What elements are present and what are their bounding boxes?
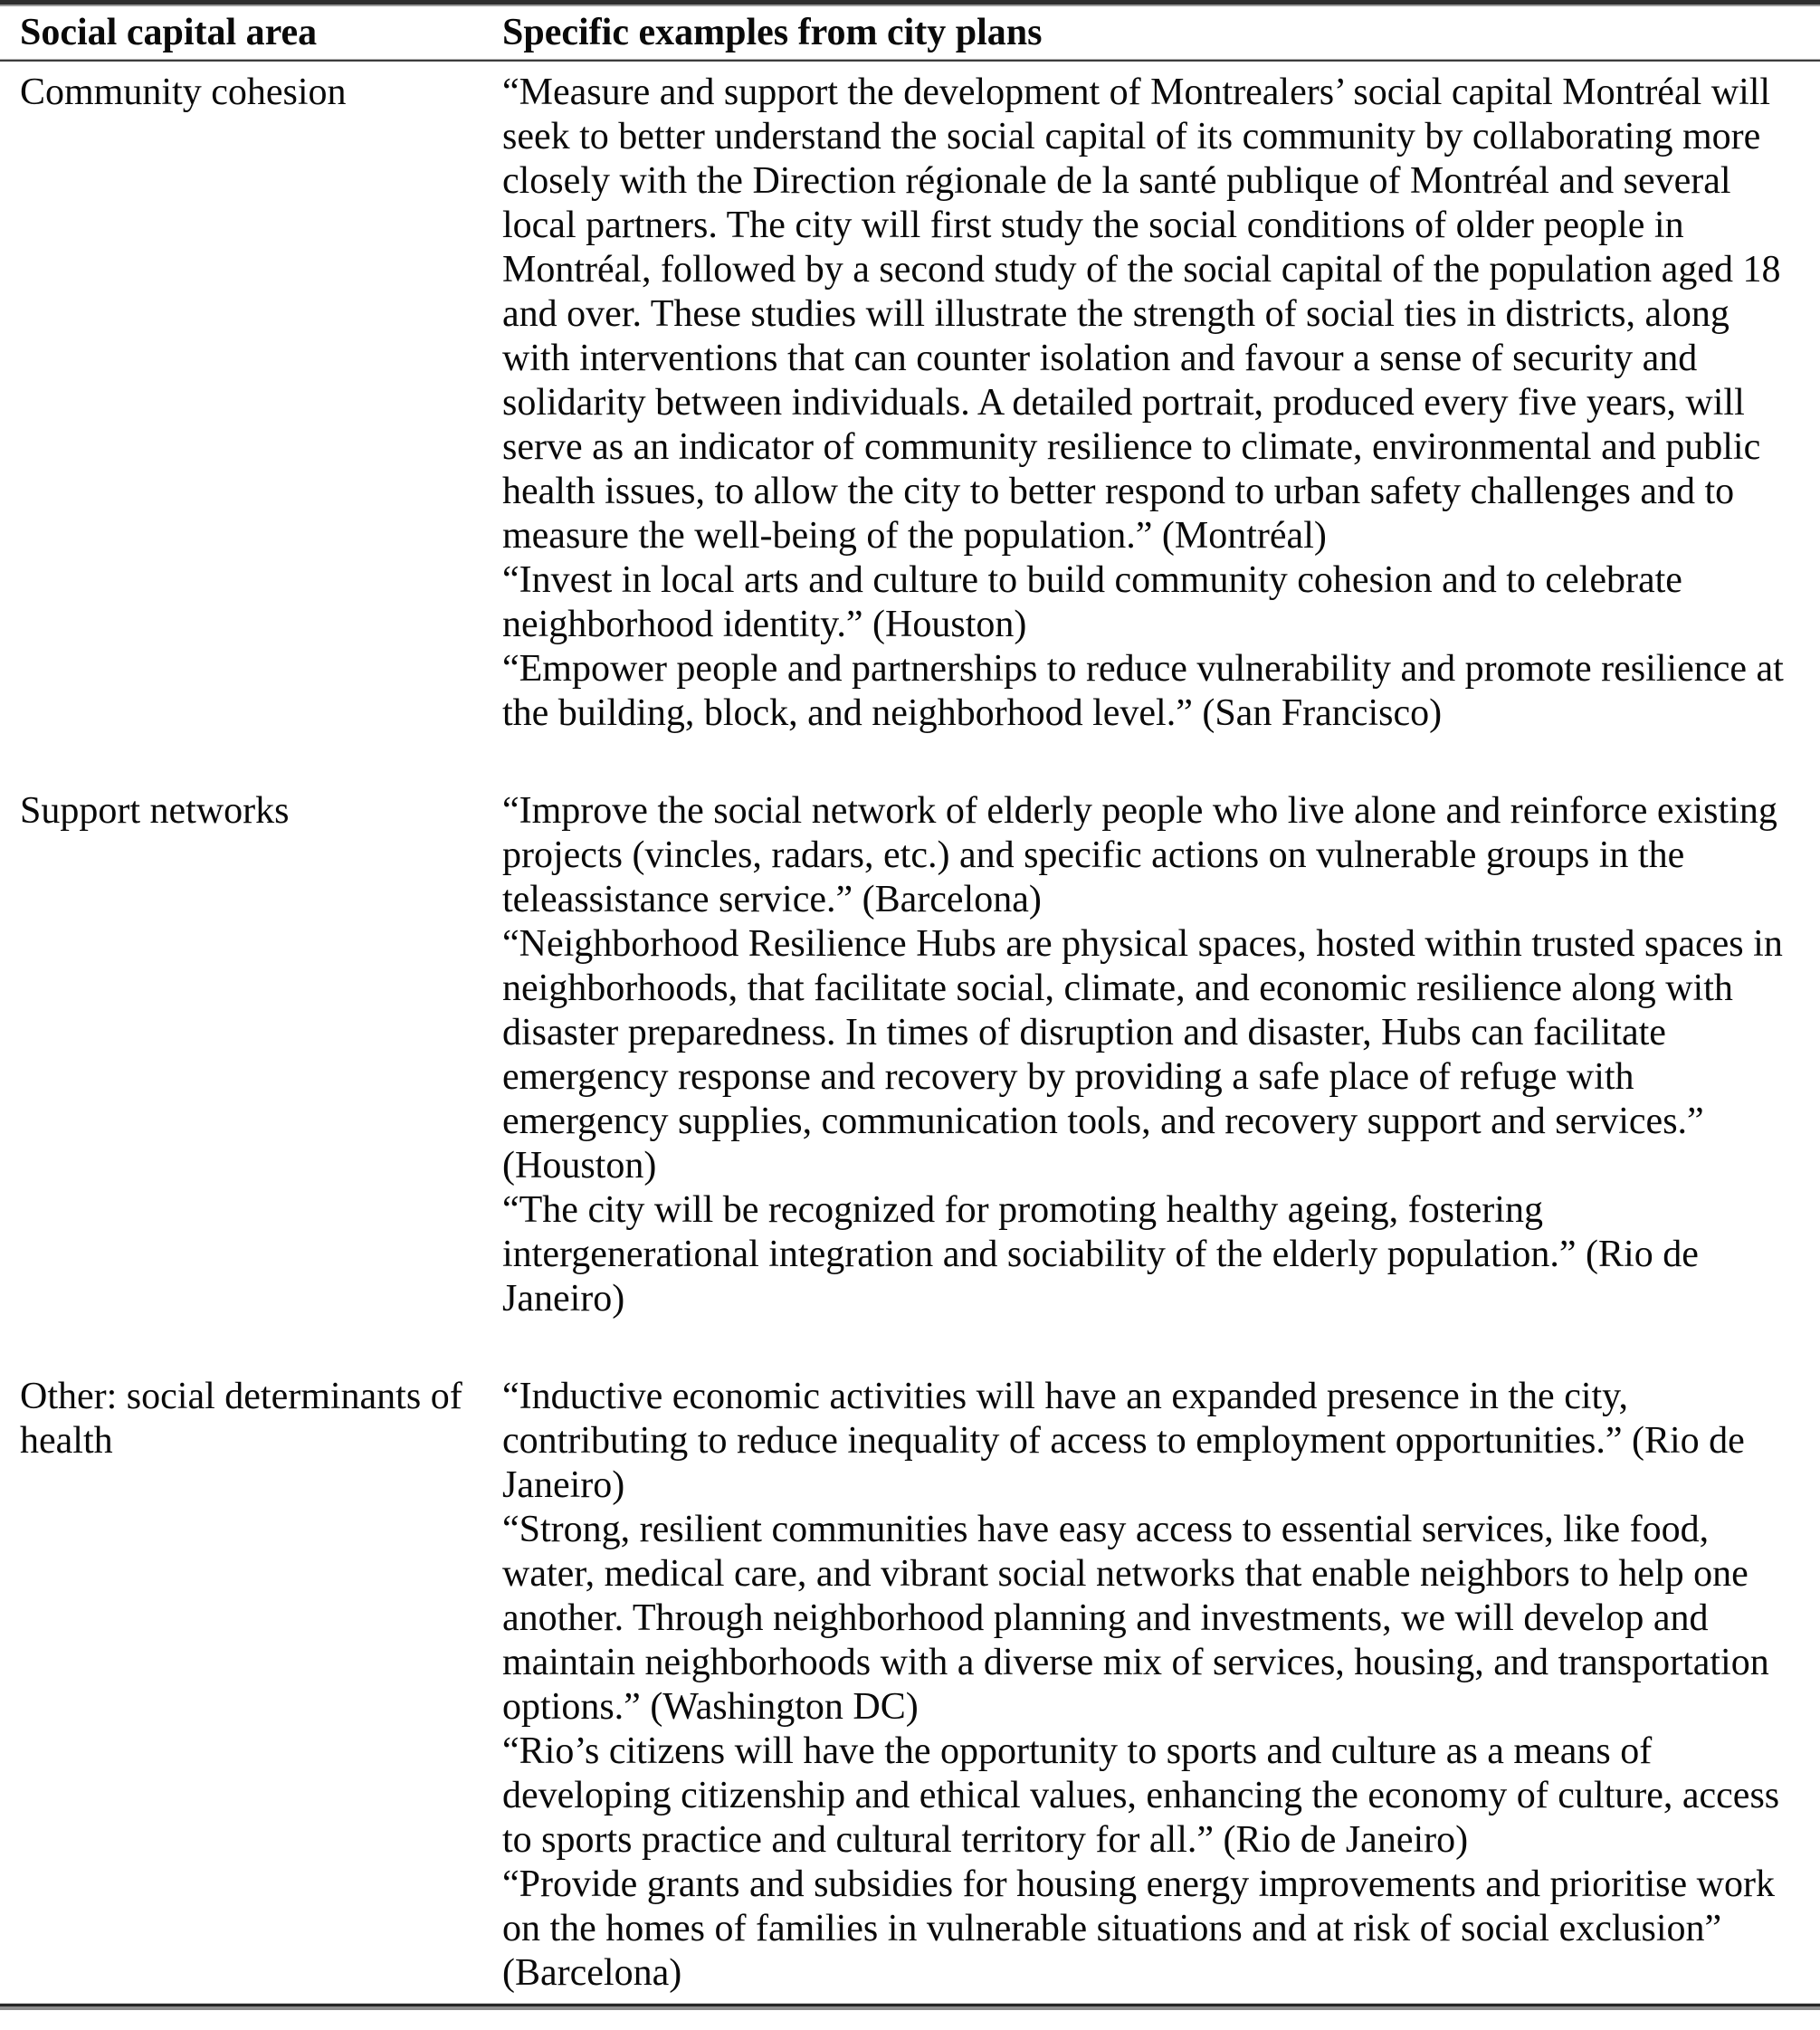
quote-paragraph-houston-hubs: “Neighborhood Resilience Hubs are physical spaces, hosted within trusted spaces in neighborhoods, that facilitate social, climate, and economic resilience along with disaster preparedness. In times of disruption and disaster, Hubs can facilitate emergency response and recovery by providing a safe place of refuge with emergency supplies, communication tools, and recovery support and services.” (Houston)	[502, 923, 1783, 1187]
quote-paragraph-barcelona: “Improve the social network of elderly people who live alone and reinforce existing projects (vincles, radars, etc.) and specific actions on vulnerable groups in the teleassistance service.” (Barcelona)	[502, 790, 1777, 920]
column-header-specific-examples: Specific examples from city plans	[502, 12, 1043, 53]
quote-paragraph-rio-citizens: “Rio’s citizens will have the opportunity to sports and culture as a means of developing citizenship and ethical values, enhancing the economy of culture, access to sports practice and cultural territory for all.” (Rio de Janeiro)	[502, 1730, 1780, 1861]
table-top-rule	[0, 0, 1820, 6]
table-bottom-rule	[0, 2003, 1820, 2010]
quote-paragraph-houston: “Invest in local arts and culture to build community cohesion and to celebrate neighborhood identity.” (Houston)	[502, 559, 1682, 645]
examples-cell-support-networks	[502, 736, 1820, 1321]
quote-paragraph-rio-de-janeiro: “The city will be recognized for promoting healthy ageing, fostering intergenerational integration and sociability of the elderly population.” (Rio de Janeiro)	[502, 1189, 1699, 1320]
examples-cell-community-cohesion	[502, 62, 1820, 736]
table-header-row	[0, 6, 1820, 59]
table-row-community-cohesion	[0, 62, 1820, 736]
examples-cell-other-social-determinants	[502, 1321, 1820, 2003]
column-header-social-capital-area: Social capital area	[20, 12, 318, 53]
table-row-support-networks	[0, 736, 1820, 1321]
quote-paragraph-washington-dc: “Strong, resilient communities have easy access to essential services, like food, water, medical care, and vibrant social networks that enable neighbors to help one another. Through neighborhood planning and investments, we will develop and maintain neighborhoods with a diverse mix of services, housing, and transportation options.” (Washington DC)	[502, 1509, 1769, 1728]
quote-paragraph-rio-inductive: “Inductive economic activities will have an expanded presence in the city, contributing to reduce inequality of access to employment opportunities.” (Rio de Janeiro)	[502, 1376, 1745, 1506]
quote-paragraph-barcelona-grants: “Provide grants and subsidies for housing energy improvements and prioritise work on the homes of families in vulnerable situations and at risk of social exclusion” (Barcelona)	[502, 1863, 1775, 1994]
area-label-other-social-determinants: Other: social determinants of health	[20, 1376, 462, 1462]
area-label-support-networks: Support networks	[20, 790, 290, 832]
quote-paragraph-san-francisco: “Empower people and partnerships to reduce vulnerability and promote resilience at the building, block, and neighborhood level.” (San Francisco)	[502, 648, 1784, 734]
quote-paragraph-montreal: “Measure and support the development of Montrealers’ social capital Montréal will seek to better understand the social capital of its community by collaborating more closely with the Direction régionale de la santé publique of Montréal and several local partners. The city will first study the social conditions of older people in Montréal, followed by a second study of the social capital of the population aged 18 and over. These studies will illustrate the strength of social ties in districts, along with interventions that can counter isolation and favour a sense of security and solidarity between individuals. A detailed portrait, produced every five years, will serve as an indicator of community resilience to climate, environmental and public health issues, to allow the city to better respond to urban safety challenges and to measure the well-being of the population.” (Montréal)	[502, 71, 1781, 557]
table-row-other-social-determinants	[0, 1321, 1820, 2003]
area-label-community-cohesion: Community cohesion	[20, 71, 347, 113]
